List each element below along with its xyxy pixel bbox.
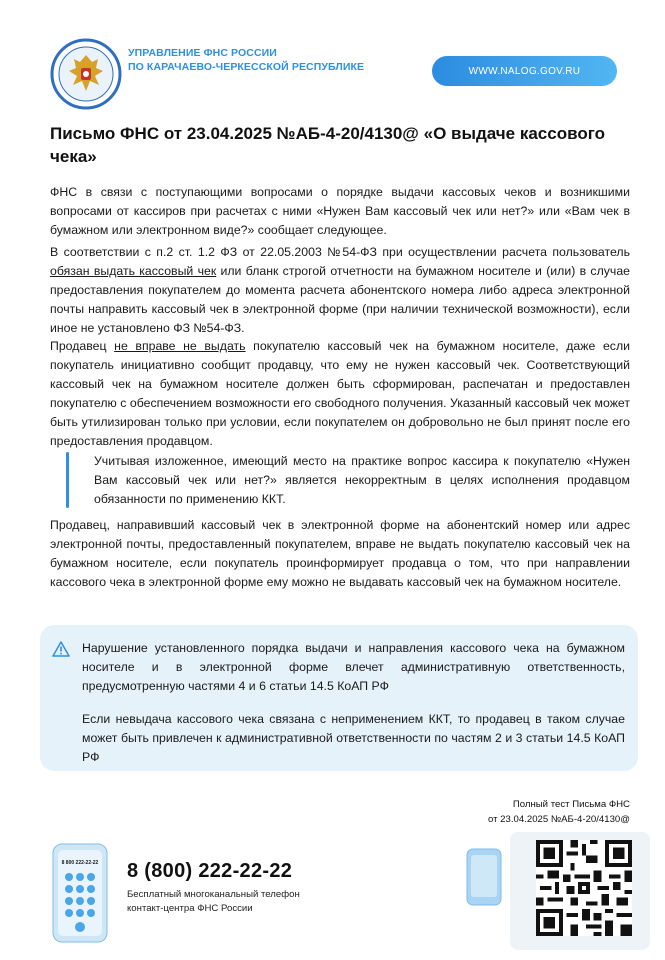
hotline-description-line1: Бесплатный многоканальный телефон [127, 889, 300, 900]
hotline-description [127, 888, 300, 916]
warning-text-kkt: Если невыдача кассового чека связана с неприменением ККТ, то продавец в таком случае может быть привлечен к административной ответственности по частям 2 и 3 статьи 14.5 КоАП РФ [82, 712, 625, 764]
underlined-phrase: обязан выдать кассовый чек [50, 264, 217, 278]
paragraph-text: покупателю кассовый чек на бумажном носителе, даже если покупатель инициативно сообщит продавцу, что ему не нужен кассовый чек. Соответствующий кассовый чек на бумажном носителе должен быть сформирован, распечатан и предоставлен покупателю с обеспечением возможности его свободного получения. Указанный кассовый чек может быть утилизирован только при условии, если покупателем он добровольно не был принят после его предоставления продавцом. [50, 339, 630, 448]
paragraph-electronic-receipt: Продавец, направивший кассовый чек в электронной форме на абонентский номер или адрес электронной почты, предоставленный покупателем, вправе не выдать покупателю кассовый чек на бумажном носителе, если покупатель проинформирует продавца о том, что при направлении кассового чека в электронной форме ему можно не выдавать кассовый чек на бумажном носителе. [50, 518, 630, 589]
full-text-reference [400, 797, 630, 827]
full-text-line1: Полный тест Письма ФНС [512, 799, 630, 810]
paragraph-text: Продавец [50, 339, 115, 353]
org-name-line2: ПО КАРАЧАЕВО-ЧЕРКЕССКОЙ РЕСПУБЛИКЕ [128, 61, 365, 73]
warning-text-liability: Нарушение установленного порядка выдачи и направления кассового чека на бумажном носителе и в электронной форме влечет административную ответственность, предусмотренную частями 4 и 6 статьи 14.5 КоАП РФ [82, 641, 625, 693]
quote-paragraph: Учитывая изложенное, имеющий место на практике вопрос кассира к покупателю «Нужен Вам кассовый чек или нет?» является некорректным в целях исполнения продавцом обязанности по применению ККТ. [94, 454, 630, 506]
website-link-button[interactable]: WWW.NALOG.GOV.RU [432, 56, 617, 86]
document-title: Письмо ФНС от 23.04.2025 №АБ-4-20/4130@ «О выдаче кассового чека» [50, 124, 605, 166]
quote-accent-bar [66, 452, 69, 508]
paragraph-text: В соответствии с п.2 ст. 1.2 ФЗ от 22.05.2003 №54-ФЗ при осуществлении расчета пользователь [50, 245, 630, 259]
org-name-line1: УПРАВЛЕНИЕ ФНС РОССИИ [128, 47, 277, 59]
hotline-phone-number[interactable]: 8 (800) 222-22-22 [127, 860, 293, 882]
paragraph-seller-duty [50, 337, 630, 451]
qr-code-icon[interactable] [536, 840, 632, 936]
fns-logo-icon [50, 38, 122, 110]
paragraph-intro: ФНС в связи с поступающими вопросами о порядке выдачи кассовых чеков и возникшими вопросами от кассиров при расчетах с ними «Нужен Вам кассовый чек или нет?» или «Вам чек в бумажном или электронном виде?» сообщает следующее. [50, 185, 630, 237]
paragraph-text: или бланк строгой отчетности на бумажном носителе и (или) в случае предоставления покупателем до момента расчета абонентского номера либо адреса электронной почты направить кассовый чек в электронной форме (при наличии технической возможности), если иное не установлено ФЗ №54-ФЗ. [50, 264, 630, 335]
hotline-description-line2: контакт-центра ФНС России [127, 903, 253, 914]
full-text-line2: от 23.04.2025 №АБ-4-20/4130@ [488, 814, 630, 825]
warning-icon [52, 641, 70, 657]
phone-keypad-icon [52, 843, 108, 943]
smartphone-icon [466, 848, 502, 906]
phone-small-number: 8 800 222-22-22 [61, 860, 99, 866]
underlined-phrase: не вправе не выдать [114, 339, 246, 353]
paragraph-obligation [50, 243, 630, 338]
